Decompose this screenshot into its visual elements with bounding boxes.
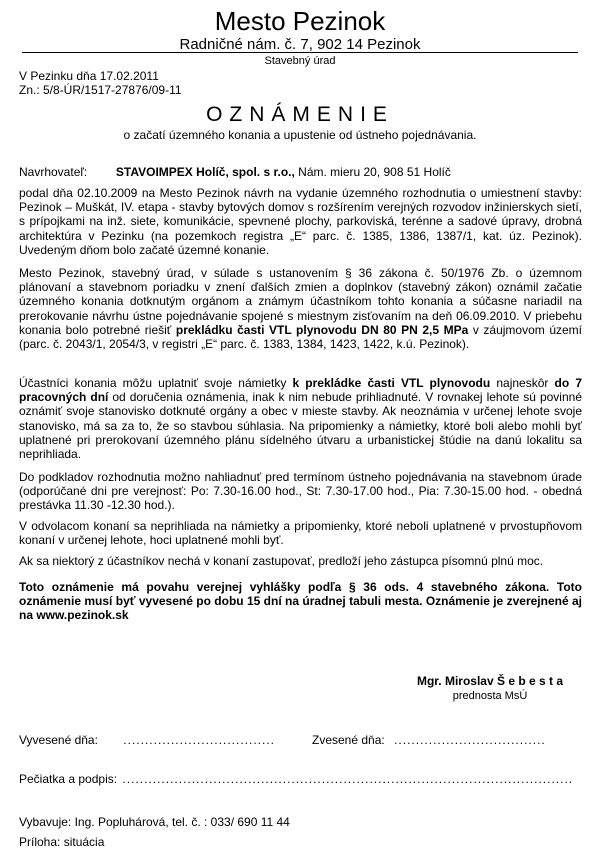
attachment: Príloha: situácia: [19, 835, 105, 849]
objections-subject: k prekládke časti VTL plynovodu: [292, 376, 491, 390]
department-name: Stavebný úrad: [264, 55, 336, 67]
removed-dots: ...................................: [394, 733, 546, 747]
stamp-label: Pečiatka a podpis:: [19, 772, 118, 786]
notice-title: OZNÁMENIE: [206, 103, 394, 126]
paragraph-public-notice: Toto oznámenie má povahu verejnej vyhlášky podľa § 36 ods. 4 stavebného zákona. Toto oznámenie musí byť vyvesené po dobu 15 dní na úradnej tabuli mesta. Oznámenie je zverejnené aj na www.pezinok.sk: [19, 580, 582, 623]
procedure-parcels: v záujmovom území (parc. č. 2043/1, 2054/3, v registri „E“ parc. č. 1383, 1384, 1423, 1422, k.ú. Pezinok).: [19, 322, 582, 352]
applicant-label: Navrhovateľ:: [19, 165, 88, 179]
applicant-line: [19, 165, 582, 179]
paragraph-application: podal dňa 02.10.2009 na Mesto Pezinok návrh na vydanie územného rozhodnutia o umiestnení stavby: Pezinok – Muškát, IV. etapa - stavby bytových domov s rozšírením verejných rozvodov inžinierskych sietí, s prípojkami na inž. siete, komunikácie, spevnené plochy, parkoviská, terénne a sadové úpravy, drobná architektúra v Pezinku (na pozemkoch registra „E“ parc. č. 1385, 1386, 1387/1, kat. úz. Pezinok). Uvedeným dňom bolo začaté územné konanie.: [19, 186, 582, 257]
paragraph-appeal: V odvolacom konaní sa neprihliada na námietky a pripomienky, ktoré neboli uplatnené v prvostupňovom konaní v určenej lehote, hoci uplatnené mohli byť.: [19, 519, 582, 548]
header-divider: [22, 52, 578, 53]
posted-dots: ...................................: [123, 733, 275, 747]
date-line: V Pezinku dňa 17.02.2011: [19, 69, 159, 83]
paragraph-documents: Do podkladov rozhodnutia možno nahliadnuť pred termínom ústneho pojednávania na stavebnom úrade (odporúčané dni pre verejnosť: Po: 7.30-16.00 hod., St: 7.30-17.00 hod., Pia: 7.30-15.00 hod. - obedná prestávka 11.30 -12.30 hod.).: [19, 470, 582, 513]
objections-deadline: do 7 pracovných dní: [19, 376, 582, 405]
removed-label: Zvesené dňa:: [312, 733, 385, 747]
paragraph-representation: Ak sa niektorý z účastníkov nechá v konaní zastupovať, predloží jeho zástupca písomnú plnú moc.: [19, 554, 544, 568]
signatory-role: prednosta MsÚ: [452, 690, 528, 702]
posted-label: Vyvesené dňa:: [19, 733, 98, 747]
office-address: Radničné nám. č. 7, 902 14 Pezinok: [179, 36, 421, 53]
reference-number: Zn.: 5/8-ÚR/1517-27876/09-11: [19, 83, 182, 97]
posted-date-field: [19, 733, 275, 747]
objections-latest: najneskôr: [490, 376, 555, 390]
paragraph-procedure: [19, 266, 582, 351]
handled-by: Vybavuje: Ing. Popluhárová, tel. č. : 033/ 690 11 44: [19, 815, 290, 829]
gas-pipeline-relocation: prekládku časti VTL plynovodu DN 80 PN 2,5 MPa: [175, 322, 469, 337]
removed-date-field: [312, 733, 546, 747]
procedure-text: Mesto Pezinok, stavebný úrad, v súlade s ustanovením § 36 zákona č. 50/1976 Zb. o územnom plánovaní a stavebnom poriadku v znení ďalších zmien a doplnkov (stavebný zákon) oznámil začatie územného konania dotknutým orgánom a známym účastníkom tohto konania a súčasne nariadil na prerokovanie návrhu ústne pojednávanie spojené s miestnym zisťovaním na deň 06.09.2010. V priebehu konania bolo potrebné riešiť: [19, 266, 582, 337]
applicant-address: Nám. mieru 20, 908 51 Holíč: [294, 165, 451, 179]
objections-rest: od doručenia oznámenia, inak k nim nebude prihliadnuté. V rovnakej lehote sú povinné oznámiť svoje stanovisko dotknuté orgány a obec v mieste stavby. Ak neoznámia v určenej lehote svoje stanovisko, má sa za to, že so stavbou súhlasia. Na pripomienky a námietky, ktoré boli alebo mohli byť uplatnené pri prerokovaní územného plánu sídelného útvaru a urbanistickej štúdie na danú lokalitu sa neprihliada.: [19, 390, 582, 462]
stamp-dots: ........................................................................................................: [122, 772, 574, 786]
signatory-name: Mgr. Miroslav Š e b e s t a: [416, 674, 564, 688]
applicant-name: STAVOIMPEX Holíč, spol. s r.o.,: [115, 165, 295, 179]
notice-subtitle: o začatí územného konania a upustenie od ústneho pojednávania.: [123, 128, 477, 142]
stamp-signature-field: [19, 772, 573, 786]
objections-intro: Účastníci konania môžu uplatniť svoje námietky: [19, 376, 293, 390]
document-meta: [19, 69, 182, 97]
city-title: Mesto Pezinok: [214, 6, 386, 36]
paragraph-objections: [19, 376, 582, 461]
